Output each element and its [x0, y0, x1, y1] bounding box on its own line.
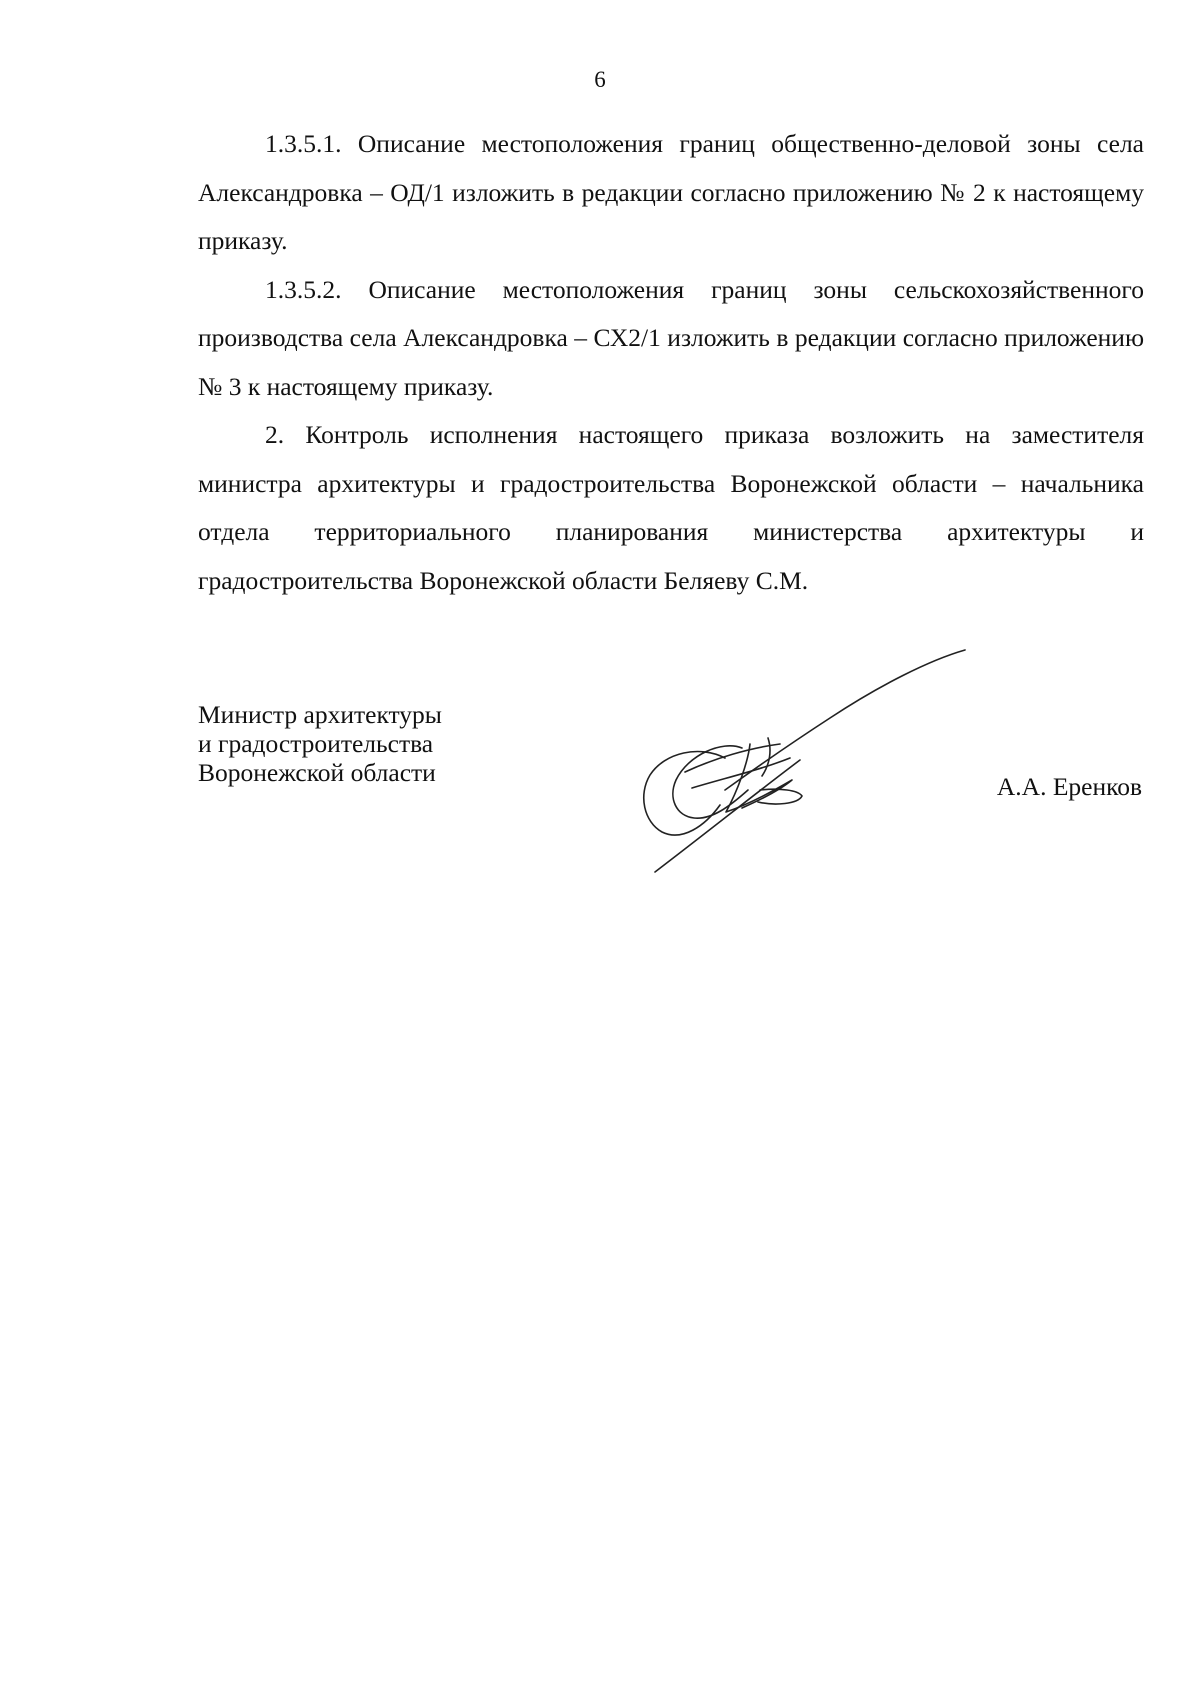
- signer-title: [198, 700, 442, 787]
- handwritten-signature: [630, 640, 980, 880]
- document-body: [198, 120, 1144, 605]
- paragraph-2: 2. Контроль исполнения настоящего приказа возложить на заместителя министра архитектуры и градостроительства Воронежской области – начальника отдела территориального планирования министерства архитектуры и градостроительства Воронежской области Беляеву С.М.: [198, 420, 1144, 595]
- signer-title-line-2: и градостроительства: [198, 729, 434, 758]
- page-number: 6: [594, 67, 606, 92]
- signer-title-line-1: Министр архитектуры: [198, 700, 442, 729]
- signer-title-line-3: Воронежской области: [198, 758, 436, 787]
- paragraph-1-3-5-2: 1.3.5.2. Описание местоположения границ зоны сельскохозяйственного производства села Александровка – СХ2/1 изложить в редакции согласно приложению № 3 к настоящему приказу.: [198, 274, 1144, 401]
- paragraph-1-3-5-1: 1.3.5.1. Описание местоположения границ общественно-деловой зоны села Александровка – ОД/1 изложить в редакции согласно приложению № 2 к настоящему приказу.: [198, 129, 1144, 255]
- signer-name: А.А. Еренков: [996, 772, 1142, 801]
